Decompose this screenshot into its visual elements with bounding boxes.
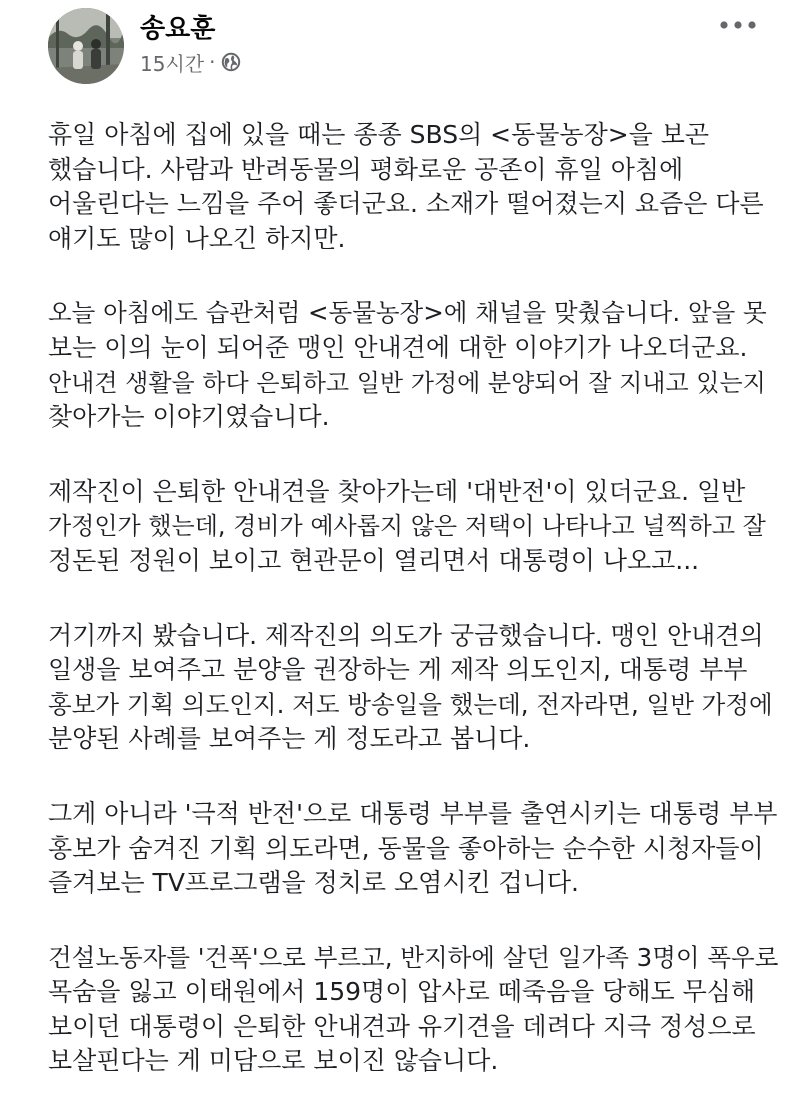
post-header — [0, 0, 800, 90]
text-line: 했습니다. 사람과 반려동물의 평화로운 공존이 휴일 아침에 — [48, 154, 684, 184]
text-line: 보살핀다는 게 미담으로 보이진 않습니다. — [48, 1046, 499, 1076]
text-line: 찾아가는 이야기였습니다. — [48, 402, 330, 432]
text-line: 정돈된 정원이 보이고 현관문이 열리면서 대통령이 나오고... — [48, 545, 700, 575]
meta-separator: · — [209, 50, 216, 74]
post-time[interactable]: 15시간 — [140, 51, 205, 76]
author-name[interactable]: 송요훈 — [140, 14, 216, 44]
avatar-photo — [48, 8, 124, 84]
text-line: 어울린다는 느낌을 주어 좋더군요. 소재가 떨어졌는지 요즘은 다른 — [48, 189, 764, 219]
post-paragraph-5 — [48, 797, 778, 901]
text-line: 홍보가 기획 의도인지. 저도 방송일을 했는데, 전자라면, 일반 가정에 — [48, 689, 773, 719]
text-line: 홍보가 숨겨진 기획 의도라면, 동물을 좋아하는 순수한 시청자들이 — [48, 833, 764, 863]
post-paragraph-3 — [48, 475, 778, 579]
text-line: 그게 아니라 '극적 반전'으로 대통령 부부를 출연시키는 대통령 부부 — [48, 798, 778, 828]
text-line: 즐겨보는 TV프로그램을 정치로 오염시킨 겁니다. — [48, 868, 579, 898]
globe-icon[interactable] — [221, 52, 241, 72]
post-paragraph-6 — [48, 941, 778, 1079]
text-line: 휴일 아침에 집에 있을 때는 종종 SBS의 <동물농장>을 보곤 — [48, 120, 710, 149]
post-meta — [140, 50, 241, 74]
text-line: 목숨을 잃고 이태원에서 159명이 압사로 떼죽음을 당해도 무심해 — [48, 977, 756, 1007]
text-line: 가정인가 했는데, 경비가 예사롭지 않은 저택이 나타나고 널찍하고 잘 — [48, 512, 766, 541]
avatar[interactable] — [48, 8, 124, 84]
text-line: 거기까지 봤습니다. 제작진의 의도가 궁금했습니다. 맹인 안내견의 — [48, 620, 764, 650]
text-line: 분양된 사례를 보여주는 게 정도라고 봅니다. — [48, 724, 531, 754]
text-line: 건설노동자를 '건폭'으로 부르고, 반지하에 살던 일가족 3명이 폭우로 — [48, 942, 779, 972]
post-paragraph-2 — [48, 296, 778, 434]
text-line: 안내견 생활을 하다 은퇴하고 일반 가정에 분양되어 잘 지내고 있는지 — [48, 368, 766, 397]
text-line: 제작진이 은퇴한 안내견을 찾아가는데 '대반전'이 있더군요. 일반 — [48, 476, 746, 506]
post-paragraph-4 — [48, 619, 778, 757]
text-line: 보는 이의 눈이 되어준 맹인 안내견에 대한 이야기가 나오더군요. — [48, 332, 748, 362]
post-paragraph-1 — [48, 118, 778, 256]
more-dots-icon — [720, 21, 756, 29]
text-line: 얘기도 많이 나오긴 하지만. — [48, 223, 346, 253]
more-options-button[interactable] — [716, 14, 760, 36]
text-line: 일생을 보여주고 분양을 권장하는 게 제작 의도인지, 대통령 부부 — [48, 655, 748, 685]
text-line: 오늘 아침에도 습관처럼 <동물농장>에 채널을 맞췄습니다. 앞을 못 — [48, 298, 767, 328]
text-line: 보이던 대통령이 은퇴한 안내견과 유기견을 데려다 지극 정성으로 — [48, 1011, 756, 1041]
post-body — [48, 118, 778, 1119]
